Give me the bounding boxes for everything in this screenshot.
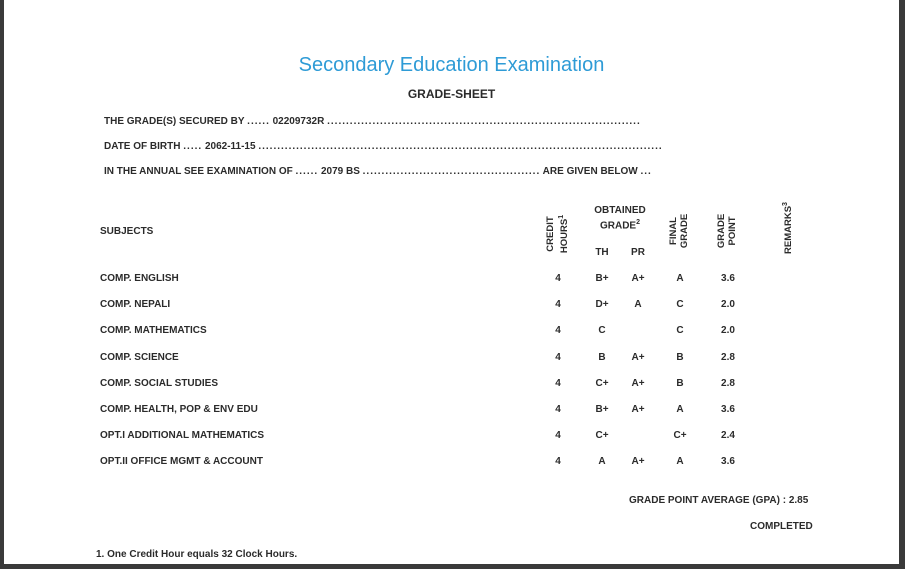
page-title: Secondary Education Examination [298,54,605,76]
subject-name: OPT.II OFFICE MGMT & ACCOUNT [100,456,263,468]
cell-point: 3.6 [721,404,735,415]
cell-point: 2.4 [721,430,735,442]
cell-final: B [676,351,684,363]
cell-final: B [676,377,684,389]
subject-name: COMP. SOCIAL STUDIES [100,377,218,389]
subject-name: COMP. SCIENCE [100,351,179,363]
table-row [4,378,899,392]
cell-point: 2.0 [721,325,735,337]
cell-final: C [676,325,684,337]
header-credit-line2: HOURS$^1$ [558,214,571,254]
secured-by-value: 02209732R [272,116,325,127]
header-final-line1: FINAL [668,217,679,245]
cell-point: 2.8 [721,351,735,363]
header-credit-hours [545,214,569,254]
cell-th: B+ [595,273,609,284]
table-row [4,430,899,444]
dot-leader: ............................................... [362,166,541,177]
table-row [4,456,899,470]
exam-value: 2079 BS [320,166,360,177]
cell-credit: 4 [555,377,561,389]
cell-credit: 4 [555,273,561,284]
result-status: COMPLETED [750,521,813,532]
header-credit-sup: 1 [558,214,565,219]
subject-name: COMP. ENGLISH [100,273,179,284]
header-subjects: SUBJECTS [100,226,154,237]
subject-name: COMP. NEPALI [100,299,171,311]
table-row [4,404,899,418]
header-obtained-sup: 2 [636,219,641,226]
cell-pr: A+ [631,456,645,468]
dot-leader: ...... [247,116,270,127]
cell-final: C [676,299,684,311]
cell-th: B [598,351,606,363]
dot-leader: ........................................................................................................... [258,141,663,152]
cell-final: A [676,273,684,284]
cell-point: 2.0 [721,299,735,311]
cell-pr: A+ [631,404,645,415]
grade-sheet-page [4,0,899,564]
header-final-grade [668,211,692,251]
cell-pr: A+ [631,273,645,284]
cell-th: C+ [595,430,609,442]
table-row [4,273,899,287]
cell-point: 3.6 [721,273,735,284]
exam-line [104,166,652,177]
exam-suffix: ARE GIVEN BELOW [542,166,638,177]
header-obtained-line2: GRADE$^2$ [599,219,641,232]
cell-th: C [598,325,606,337]
cell-final: A [676,456,684,468]
cell-pr: A [634,299,642,311]
dob-line [104,141,663,152]
cell-final: A [676,404,684,415]
header-final-line2: GRADE [679,213,690,249]
cell-credit: 4 [555,430,561,442]
window-bottom-edge [0,564,905,569]
table-row [4,325,899,339]
cell-credit: 4 [555,404,561,415]
cell-credit: 4 [555,351,561,363]
cell-th: A [598,456,606,468]
exam-label: IN THE ANNUAL SEE EXAMINATION OF [104,166,293,177]
header-th: TH [595,247,609,258]
footnote-credit-hour: 1. One Credit Hour equals 32 Clock Hours. [96,549,298,560]
secured-by-line [104,116,641,127]
subject-name: COMP. HEALTH, POP & ENV EDU [100,404,258,415]
cell-credit: 4 [555,325,561,337]
cell-final: C+ [673,430,687,442]
header-point-line1: GRADE [716,213,727,249]
cell-th: D+ [595,299,609,311]
cell-pr: A+ [631,351,645,363]
table-row [4,352,899,366]
gpa-label: GRADE POINT AVERAGE (GPA) : 2.85 [629,495,809,506]
dob-label: DATE OF BIRTH [104,141,181,152]
table-row [4,299,899,313]
header-remarks: REMARKS$^3$ [782,202,795,254]
header-point-line2: POINT [727,216,738,246]
cell-th: B+ [595,404,609,415]
cell-credit: 4 [555,456,561,468]
header-obtained-line1: OBTAINED [594,205,646,216]
header-credit-line1: CREDIT [545,216,556,252]
page-subtitle: GRADE-SHEET [407,87,496,101]
dob-value: 2062-11-15 [204,141,256,152]
cell-pr: A+ [631,377,645,389]
cell-th: C+ [595,377,609,389]
cell-point: 2.8 [721,377,735,389]
secured-by-label: THE GRADE(S) SECURED BY [104,116,245,127]
cell-credit: 4 [555,299,561,311]
dot-leader: ..... [183,141,203,152]
header-pr: PR [631,247,645,258]
header-remarks-sup: 3 [782,202,789,206]
subject-name: COMP. MATHEMATICS [100,325,207,337]
cell-point: 3.6 [721,456,735,468]
header-grade-point [716,211,740,251]
dot-leader: ...... [295,166,319,177]
dot-leader: ................................................................................... [327,116,641,127]
subject-name: OPT.I ADDITIONAL MATHEMATICS [100,430,265,442]
dot-leader: ... [640,166,652,177]
